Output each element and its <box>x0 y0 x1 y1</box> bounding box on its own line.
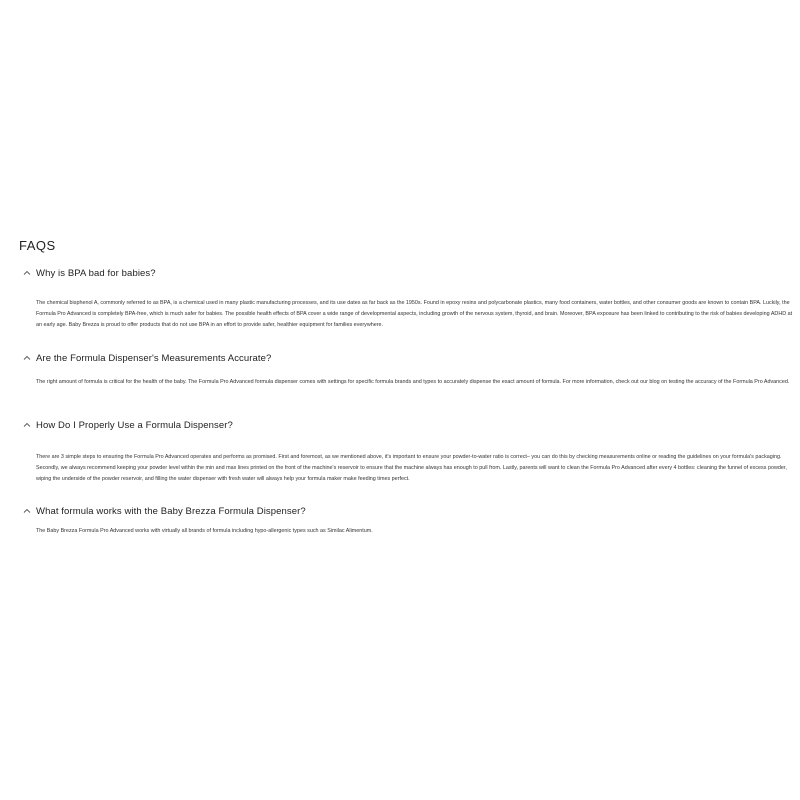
faq-question-text: Why is BPA bad for babies? <box>36 267 156 279</box>
faq-title: FAQS <box>19 238 56 253</box>
faq-question-toggle[interactable] <box>22 416 233 434</box>
faq-answer: The right amount of formula is critical for the health of the baby. The Formula Pro Advanced formula dispenser comes with settings for specific formula brands and types to accurately dispense the exact amount of formula. For more information, check out our blog on testing the accuracy of the Formula Pro Advanced. <box>36 379 790 385</box>
faq-question-toggle[interactable] <box>22 502 306 520</box>
faq-question-text: How Do I Properly Use a Formula Dispenser? <box>36 419 233 431</box>
chevron-up-icon <box>22 353 32 363</box>
faq-answer: There are 3 simple steps to ensuring the Formula Pro Advanced operates and performs as promised. First and foremost, as we mentioned above, it's important to ensure your powder-to-water ratio is correct– you can do this by checking measurements online or reading the guidelines on your formula's packaging. Secondly, we always recommend keeping your powder level within the min and max lines printed on the front of the machine's reservoir to ensure that the machine always has enough to pull from. Lastly, parents will want to clean the Formula Pro Advanced after every 4 bottles: cleaning the funnel of excess powder, wiping the underside of the powder reservoir, and filling the water dispenser with fresh water will always help your formula maker make feeding times perfect. <box>36 454 787 482</box>
chevron-up-icon <box>22 506 32 516</box>
faq-question-toggle[interactable] <box>22 349 271 367</box>
faq-question-text: What formula works with the Baby Brezza Formula Dispenser? <box>36 505 306 517</box>
chevron-up-icon <box>22 268 32 278</box>
faq-question-text: Are the Formula Dispenser's Measurements Accurate? <box>36 352 272 364</box>
chevron-up-icon <box>22 420 32 430</box>
faq-question-toggle[interactable] <box>22 264 156 282</box>
faq-answer: The Baby Brezza Formula Pro Advanced works with virtually all brands of formula including hypo-allergenic types such as Similac Alimentum. <box>36 528 373 534</box>
faq-answer: The chemical bisphenol A, commonly referred to as BPA, is a chemical used in many plastic manufacturing processes, and its use dates as far back as the 1950s. Found in epoxy resins and polycarbonate plastics, many food containers, water bottles, and other consumer goods are known to contain BPA. Luckily, the Formula Pro Advanced is completely BPA-free, which is much safer for babies. The possible health effects of BPA cover a wide range of developmental aspects, including growth of the nervous system, thyroid, and brain. Moreover, BPA exposure has been linked to contributing to the risk of babies developing ADHD at an early age. Baby Brezza is proud to offer products that do not use BPA in an effort to provide safer, healthier equipment for families everywhere. <box>36 300 793 328</box>
